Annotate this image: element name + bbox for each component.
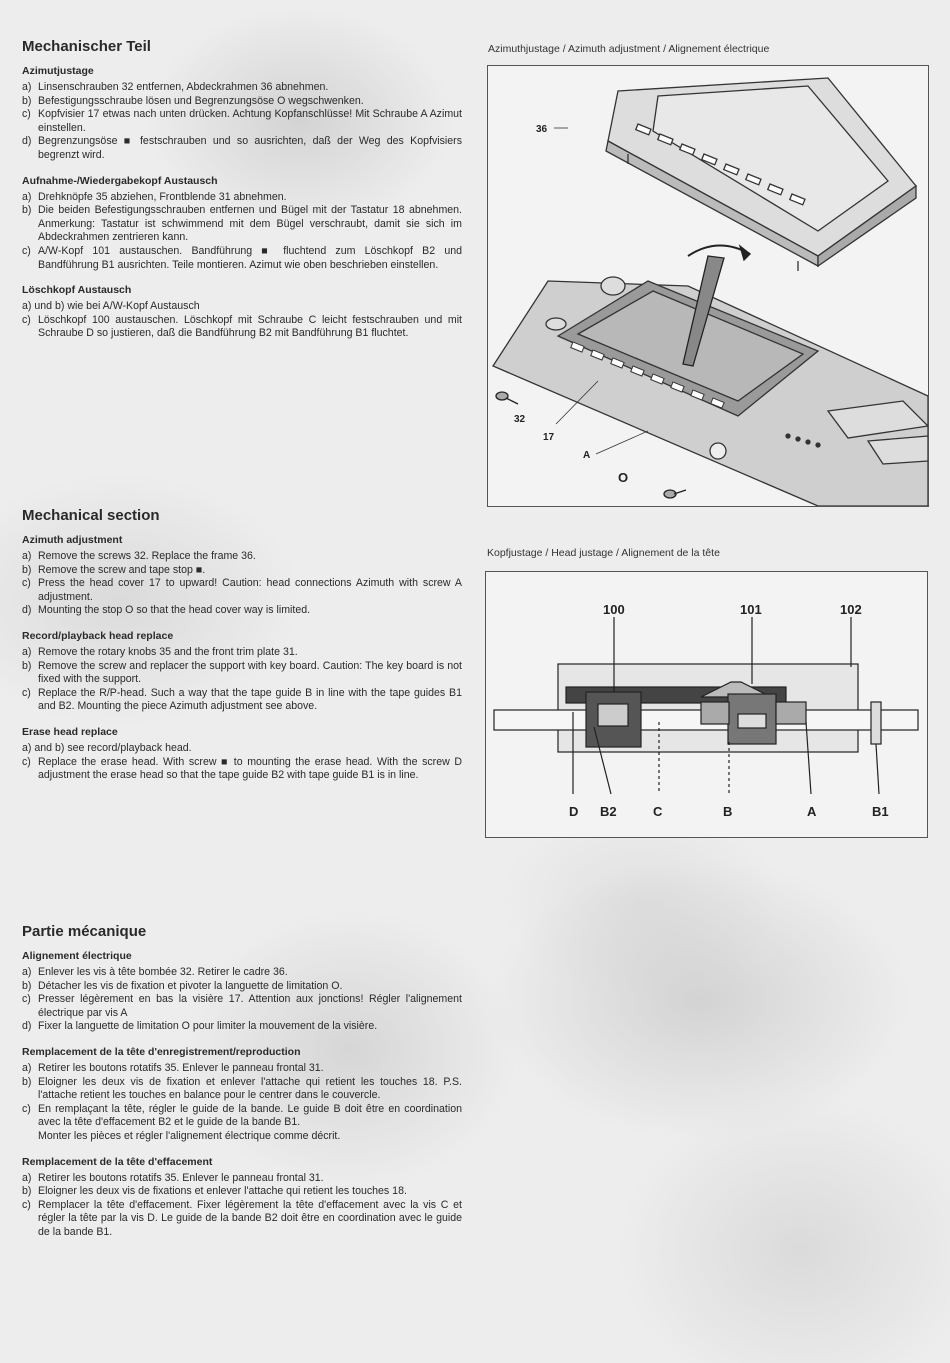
- list-item: [22, 1076, 462, 1103]
- list-item: [22, 993, 462, 1020]
- list-en-s2: [22, 646, 462, 714]
- item-label: c): [22, 313, 31, 326]
- subsection-title: Record/playback head replace: [22, 629, 174, 642]
- item-text: Kopfvisier 17 etwas nach unten drücken. Achtung Kopfanschlüsse! Mit Schraube A Azimut einstellen.: [38, 108, 462, 134]
- label-B2: B2: [600, 804, 617, 819]
- section-title: Partie mécanique: [22, 923, 147, 940]
- item-text: Remplacer la tête d'effacement. Fixer légèrement la tête d'effacement avec la vis C et régler la tête par la vis D. Le guide de la bande B2 doit être en coordination avec le guide de la bande B1.: [38, 1198, 462, 1238]
- list-item: a) und b) wie bei A/W-Kopf Austausch: [22, 300, 200, 313]
- item-label: c): [22, 993, 31, 1006]
- label-100: 100: [603, 602, 625, 617]
- list-item: [22, 564, 462, 578]
- item-label: a): [22, 81, 32, 93]
- list-en-s1: [22, 550, 462, 618]
- item-label: a): [22, 1171, 32, 1184]
- list-fr-s1: [22, 966, 462, 1034]
- item-text: Presser légèrement en bas la visière 17. Attention aux jonctions! Régler l'alignement électrique par vis A: [38, 993, 462, 1019]
- list-item: a) and b) see record/playback head.: [22, 741, 192, 754]
- item-label: b): [22, 1185, 32, 1198]
- section-english: [22, 507, 462, 783]
- label-A: A: [807, 804, 817, 819]
- list-item: [22, 191, 462, 205]
- list-de-s2: [22, 191, 462, 273]
- item-text: Remove the screw and tape stop ■.: [38, 563, 206, 576]
- subsection-title: Azimuth adjustment: [22, 534, 123, 546]
- label-B1: B1: [872, 804, 889, 819]
- section-french: [22, 923, 462, 1240]
- item-label: a): [22, 190, 32, 203]
- list-de-s3: [22, 314, 462, 341]
- list-item: [22, 1172, 462, 1186]
- subsection-title: Azimutjustage: [22, 65, 94, 77]
- item-label: c): [22, 755, 31, 768]
- list-item: [22, 550, 462, 564]
- head-assembly-illustration: [486, 572, 927, 837]
- list-item: [22, 604, 462, 618]
- label-36: 36: [536, 124, 548, 135]
- item-text: Retirer les boutons rotatifs 35. Enlever le panneau frontal 31.: [38, 1171, 324, 1184]
- label-101: 101: [740, 602, 762, 617]
- list-item: [22, 687, 462, 714]
- subsection-title: Remplacement de la tête d'effacement: [22, 1155, 213, 1168]
- item-label: d): [22, 1020, 32, 1033]
- deck-base-drawing: [493, 277, 928, 506]
- item-label: c): [22, 244, 31, 257]
- subsection-title: Erase head replace: [22, 725, 118, 738]
- guide-B1: [871, 702, 881, 744]
- item-text: Begrenzungsöse ■ festschrauben und so ausrichten, daß der Weg des Kopfvisiers begrenzt wird.: [38, 135, 462, 161]
- label-C: C: [653, 804, 663, 819]
- item-text: Replace the erase head. With screw ■ to mounting the erase head. With the screw D adjustment the erase head so that the tape guide B2 with tape guide B1 is in line.: [38, 755, 462, 782]
- list-item: [22, 81, 462, 95]
- list-item: [22, 245, 462, 272]
- item-text: Drehknöpfe 35 abziehen, Frontblende 31 abnehmen.: [38, 190, 287, 203]
- label-17: 17: [543, 432, 555, 443]
- item-text: Enlever les vis à tête bombée 32. Retirer le cadre 36.: [38, 966, 288, 978]
- subsection-title: Alignement électrique: [22, 950, 132, 962]
- list-item: [22, 314, 462, 341]
- label-D: D: [569, 804, 579, 819]
- list-en-s3: [22, 756, 462, 783]
- item-label: a): [22, 1061, 32, 1074]
- list-item: [22, 1199, 462, 1240]
- list-de-s1: [22, 81, 462, 163]
- list-item: [22, 577, 462, 604]
- list-item: [22, 756, 462, 783]
- item-label: c): [22, 1102, 31, 1115]
- section-title: Mechanical section: [22, 507, 160, 524]
- section-german: [22, 38, 462, 341]
- item-label: c): [22, 1198, 31, 1211]
- label-B: B: [723, 804, 733, 819]
- item-label: d): [22, 135, 32, 148]
- list-item: [22, 1020, 462, 1034]
- item-label: b): [22, 1075, 32, 1088]
- list-item: [22, 646, 462, 660]
- list-item: [22, 1062, 462, 1076]
- item-text: A/W-Kopf 101 austauschen. Bandführung ■ fluchtend zum Löschkopf B2 und Bandführung B1 ausrichten. Teile montieren. Azimut wie oben beschrieben einstellen.: [38, 244, 462, 271]
- item-label: b): [22, 204, 32, 217]
- subsection-title: Aufnahme-/Wiedergabekopf Austausch: [22, 174, 218, 187]
- section-title: Mechanischer Teil: [22, 38, 151, 55]
- item-label: b): [22, 979, 32, 992]
- extra-text: Monter les pièces et régler l'alignement électrique comme décrit.: [38, 1129, 341, 1142]
- list-item: [22, 108, 462, 135]
- item-text: Retirer les boutons rotatifs 35. Enlever le panneau frontal 31.: [38, 1061, 324, 1074]
- list-item: [22, 980, 462, 994]
- item-text: Die beiden Befestigungsschrauben entfernen und Bügel mit der Tastatur 18 abnehmen. Anmerkung: Tastatur ist schwimmend mit dem Bügel verschraubt, damit sie sich im Abdeckrahmen zentrieren kann.: [38, 204, 462, 244]
- item-text: Eloigner les deux vis de fixation et enlever l'attache qui retient les touches 18. P.S. l'attache retient les touches en balance pour le centrer dans le couvercle.: [38, 1075, 462, 1102]
- figure1-caption: Azimuthjustage / Azimuth adjustment / Alignement électrique: [488, 43, 770, 55]
- list-fr-s2: [22, 1062, 462, 1130]
- list-item: [22, 135, 462, 162]
- label-102: 102: [840, 602, 862, 617]
- item-text: Remove the screws 32. Replace the frame 36.: [38, 550, 256, 562]
- item-text: Mounting the stop O so that the head cover way is limited.: [38, 604, 311, 617]
- item-text: Linsenschrauben 32 entfernen, Abdeckrahmen 36 abnehmen.: [38, 81, 329, 93]
- item-text: Remove the rotary knobs 35 and the front trim plate 31.: [38, 645, 298, 658]
- list-item: [22, 1185, 462, 1199]
- frame-36-drawing: [606, 78, 916, 271]
- list-item: [22, 1103, 462, 1130]
- list-fr-s3: [22, 1172, 462, 1240]
- figure2-head-drawing: [485, 571, 928, 838]
- figure2-caption: Kopfjustage / Head justage / Alignement de la tête: [487, 547, 720, 559]
- item-text: Eloigner les deux vis de fixations et enlever l'attache qui retient les touches 18.: [38, 1185, 407, 1198]
- item-text: Replace the R/P-head. Such a way that the tape guide B in line with the tape guides B1 and B2. Mounting the piece Azimuth adjustment see above.: [38, 686, 462, 713]
- list-item: [22, 966, 462, 980]
- label-O: O: [618, 470, 629, 485]
- label-32: 32: [514, 414, 526, 425]
- list-item: [22, 660, 462, 687]
- item-label: a): [22, 645, 32, 658]
- item-label: b): [22, 563, 32, 576]
- label-A: A: [583, 450, 591, 461]
- list-item: [22, 95, 462, 109]
- item-label: b): [22, 659, 32, 672]
- item-label: a): [22, 966, 32, 978]
- subsection-title: Remplacement de la tête d'enregistrement/reproduction: [22, 1045, 301, 1058]
- list-item: [22, 204, 462, 245]
- item-label: a): [22, 550, 32, 562]
- item-text: Befestigungsschraube lösen und Begrenzungsöse O wegschwenken.: [38, 94, 364, 107]
- item-label: c): [22, 686, 31, 699]
- item-label: b): [22, 94, 32, 107]
- item-label: c): [22, 577, 31, 590]
- item-text: Press the head cover 17 to upward! Caution: head connections Azimuth with screw A adjustment.: [38, 577, 462, 603]
- subsection-title: Löschkopf Austausch: [22, 284, 132, 297]
- item-text: Remove the screw and replacer the support with key board. Caution: The key board is not fixed with the support.: [38, 659, 462, 686]
- item-label: d): [22, 604, 32, 617]
- item-text: Détacher les vis de fixation et pivoter la languette de limitation O.: [38, 979, 343, 992]
- item-text: Löschkopf 100 austauschen. Löschkopf mit Schraube C leicht festschrauben und mit Schraube D so justieren, daß die Bandführung B2 mit Bandführung B1 fluchtet.: [38, 313, 462, 340]
- item-text: En remplaçant la tête, régler le guide de la bande. Le guide B doit être en coordination avec la tête d'effacement B2 et le guide de la bande B1.: [38, 1102, 462, 1129]
- item-label: c): [22, 108, 31, 121]
- item-text: Fixer la languette de limitation O pour limiter la mouvement de la visière.: [38, 1020, 378, 1033]
- figure1-azimuth-drawing: [487, 65, 929, 507]
- deck-illustration: [488, 66, 928, 506]
